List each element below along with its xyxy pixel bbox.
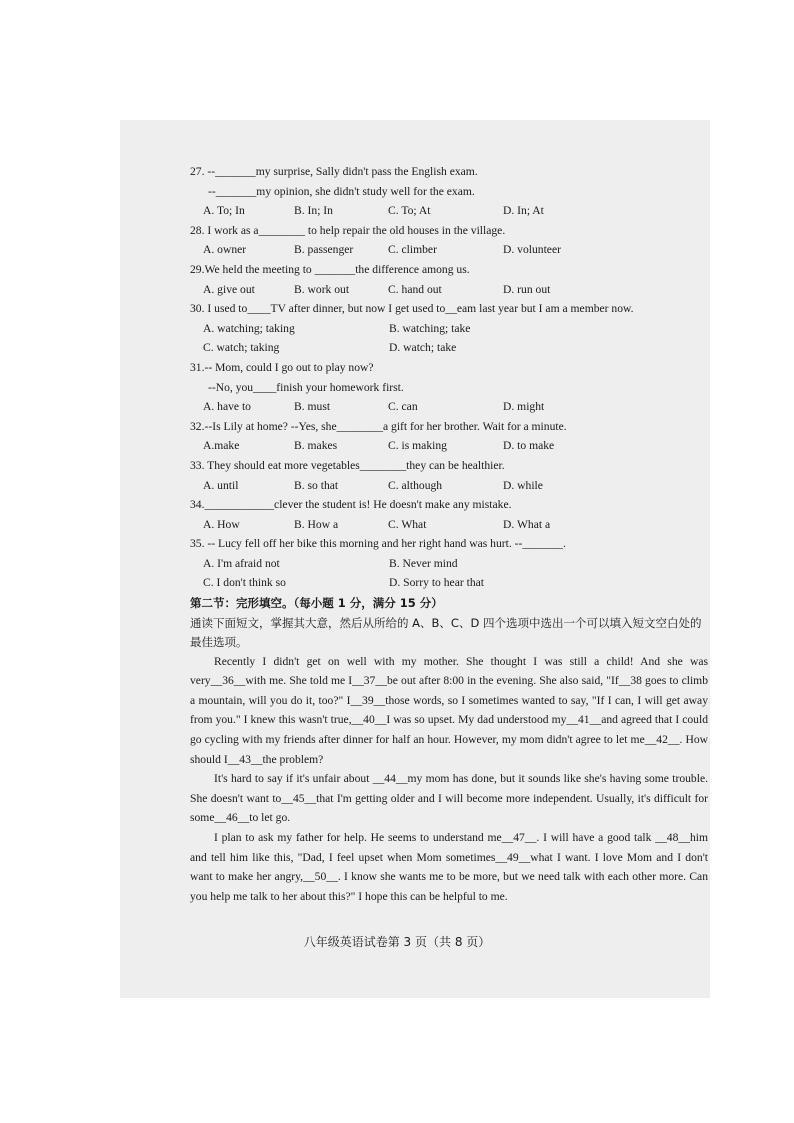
option-row: [190, 476, 708, 496]
question-stem: 31.-- Mom, could I go out to play now?: [190, 360, 374, 374]
question-32: [190, 417, 708, 456]
option-row: [190, 201, 708, 221]
section-title: 第二节：完形填空。（每小题 1 分，满分 15 分）: [190, 596, 443, 611]
option-d: D. volunteer: [503, 243, 561, 257]
option-c: C. can: [388, 400, 418, 414]
option-b: B. watching; take: [389, 321, 471, 335]
option-row: [190, 338, 708, 358]
option-d: D. watch; take: [389, 341, 457, 355]
question-stem-2: --_______my opinion, she didn't study well for the exam.: [208, 184, 475, 198]
question-stem: 30. I used to____TV after dinner, but now I get used to__eam last year but I am a member now.: [190, 302, 634, 316]
option-a: A.make: [203, 439, 240, 453]
option-b: B. work out: [294, 282, 350, 296]
option-row: [190, 436, 708, 456]
option-b: B. makes: [294, 439, 338, 453]
option-row: [190, 319, 708, 339]
option-a: A. watching; taking: [203, 321, 295, 335]
question-33: [190, 456, 708, 495]
option-c: C. climber: [388, 243, 437, 257]
passage-paragraph: It's hard to say if it's unfair about __44__my mom has done, but it sounds like she's having some trouble. She doesn't want to__45__that I'm getting older and I will become more independent. Usually, it's difficult for some__46__to let go.: [190, 772, 708, 825]
option-row: [190, 515, 708, 535]
option-b: B. so that: [294, 478, 339, 492]
option-a: A. To; In: [203, 204, 245, 218]
option-a: A. have to: [203, 400, 251, 414]
question-stem: 32.--Is Lily at home? --Yes, she________a gift for her brother. Wait for a minute.: [190, 419, 567, 433]
option-a: A. owner: [203, 243, 247, 257]
option-c: C. hand out: [388, 282, 442, 296]
question-30: [190, 299, 708, 358]
question-stem: 35. -- Lucy fell off her bike this morning and her right hand was hurt. --_______.: [190, 537, 566, 551]
option-c: C. although: [388, 478, 443, 492]
option-row: [190, 397, 708, 417]
option-a: A. until: [203, 478, 239, 492]
question-29: [190, 260, 708, 299]
question-27: [190, 162, 708, 221]
option-a: A. I'm afraid not: [203, 556, 280, 570]
question-stem: 29.We held the meeting to _______the difference among us.: [190, 262, 470, 276]
question-31: [190, 358, 708, 417]
option-b: B. How a: [294, 517, 339, 531]
exam-content: [190, 162, 708, 906]
option-d: D. might: [503, 400, 545, 414]
option-d: D. run out: [503, 282, 551, 296]
option-c: C. watch; taking: [203, 341, 280, 355]
option-d: D. In; At: [503, 204, 544, 218]
option-c: C. is making: [388, 439, 447, 453]
question-stem: 33. They should eat more vegetables________they can be healthier.: [190, 458, 505, 472]
question-stem: 34.____________clever the student is! He doesn't make any mistake.: [190, 498, 512, 512]
option-row: [190, 280, 708, 300]
option-d: D. What a: [503, 517, 551, 531]
option-c: C. I don't think so: [203, 576, 286, 590]
option-a: A. How: [203, 517, 240, 531]
option-row: [190, 240, 708, 260]
passage-paragraph: Recently I didn't get on well with my mother. She thought I was still a child! And she was very__36__with me. She told me I__37__be out after 8:00 in the evening. She also said, "If__38 goes to climb a mountain, will you do it, too?" I__39__those words, so I sometimes wanted to say, "If I can, I will get away from you." I knew this wasn't true,__40__I was so upset. My dad understood my__41__and agreed that I could go cycling with my friends after dinner for half an hour. However, my mom didn't agree to let me__42__. How should I__43__the problem?: [190, 654, 708, 766]
option-a: A. give out: [203, 282, 255, 296]
option-b: B. In; In: [294, 204, 333, 218]
question-stem: 28. I work as a________ to help repair the old houses in the village.: [190, 223, 506, 237]
question-stem-2: --No, you____finish your homework first.: [208, 380, 404, 394]
page-footer: 八年级英语试卷第 3 页（共 8 页）: [303, 935, 491, 949]
option-d: D. Sorry to hear that: [389, 576, 484, 590]
cloze-passage: [190, 652, 708, 907]
option-b: B. passenger: [294, 243, 354, 257]
option-row: [190, 573, 708, 593]
option-row: [190, 554, 708, 574]
option-b: B. Never mind: [389, 556, 458, 570]
section-instruction: 通读下面短文，掌握其大意，然后从所给的 A、B、C、D 四个选项中选出一个可以填入短文空白处的最佳选项。: [190, 615, 702, 649]
question-stem: 27. --_______my surprise, Sally didn't pass the English exam.: [190, 165, 478, 178]
question-35: [190, 534, 708, 593]
option-d: D. while: [503, 478, 543, 492]
option-b: B. must: [294, 400, 331, 414]
question-34: [190, 495, 708, 534]
option-d: D. to make: [503, 439, 555, 453]
question-28: [190, 221, 708, 260]
option-c: C. What: [388, 517, 427, 531]
option-c: C. To; At: [388, 204, 431, 218]
passage-paragraph: I plan to ask my father for help. He seems to understand me__47__. I will have a good talk __48__him and tell him like this, "Dad, I feel upset when Mom sometimes__49__what I want. I love Mom and I don't want to make her angry,__50__. I know she wants me to be more, but we need talk with each other more. Can you help me talk to her about this?" I hope this can be helpful to me.: [190, 831, 708, 903]
